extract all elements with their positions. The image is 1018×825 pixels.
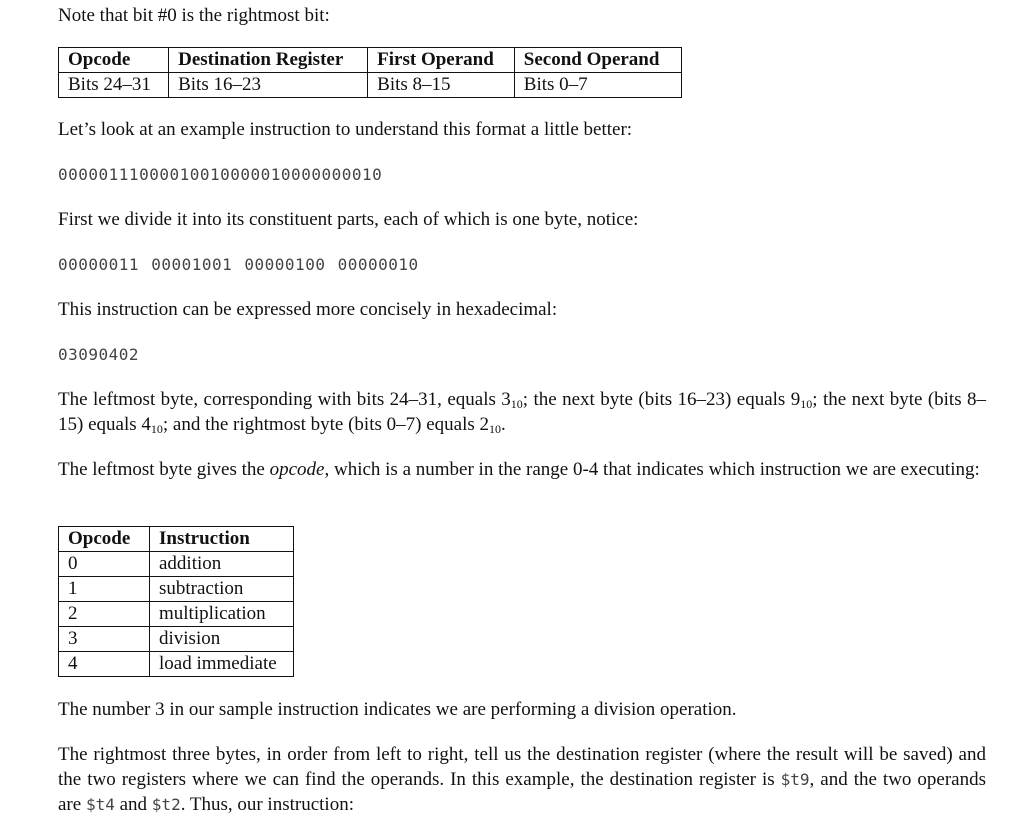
bytes-text-3: ; the next byte (bits 8–15) equals 4	[58, 389, 987, 436]
final-paragraph	[58, 742, 986, 817]
opcode-value: 3	[59, 627, 150, 652]
bits-opcode: Bits 24–31	[59, 73, 169, 98]
bytes-text-4: ; and the rightmost byte (bits 0–7) equals 2	[162, 414, 489, 436]
base-subscript: 10	[510, 397, 523, 411]
table-row	[59, 577, 294, 602]
register-t9: $t9	[780, 770, 810, 790]
opcode-value: 2	[59, 602, 150, 627]
final-text-4: . Thus, our instruction:	[180, 794, 354, 816]
opcode-term: opcode	[269, 459, 325, 480]
hex-intro: This instruction can be expressed more concisely in hexadecimal:	[58, 299, 558, 320]
opcode-value: 4	[59, 652, 150, 677]
example-intro: Let’s look at an example instruction to understand this format a little better:	[58, 119, 633, 140]
header-second-operand: Second Operand	[514, 48, 681, 73]
opcode-paragraph	[58, 457, 986, 482]
divide-text: First we divide it into its constituent parts, each of which is one byte, notice:	[58, 209, 639, 230]
table-row	[59, 552, 294, 577]
header-first-operand: First Operand	[368, 48, 515, 73]
opcode-text-2: , which is a number in the range 0-4 that indicates which instruction we are executing:	[324, 459, 980, 480]
base-subscript: 10	[489, 422, 501, 437]
bits-second-operand: Bits 0–7	[514, 73, 681, 98]
opcode-value: 0	[59, 552, 150, 577]
header-instruction: Instruction	[150, 527, 294, 552]
instruction-name: addition	[150, 552, 294, 577]
opcode-value: 1	[59, 577, 150, 602]
format-header-row	[59, 48, 682, 73]
binary-instruction: 00000111000010010000010000000010	[58, 165, 383, 184]
base-subscript: 10	[150, 422, 163, 437]
bits-destination: Bits 16–23	[169, 73, 368, 98]
header-opcode-number: Opcode	[59, 527, 150, 552]
opcode-table	[58, 526, 294, 677]
bytes-text-1: The leftmost byte, corresponding with bits 24–31, equals 3	[58, 389, 511, 410]
final-text-1: The rightmost three bytes, in order from left to right, tell us the destination register (where the result will be saved) and the two registers where we can find the operands. In this example, the destination register is	[58, 744, 986, 791]
instruction-name: subtraction	[150, 577, 294, 602]
division-note: The number 3 in our sample instruction indicates we are performing a division operation.	[58, 699, 737, 720]
instruction-name: load immediate	[150, 652, 294, 677]
opcode-text-1: The leftmost byte gives the	[58, 459, 270, 480]
format-bits-row	[59, 73, 682, 98]
bits-first-operand: Bits 8–15	[368, 73, 515, 98]
binary-bytes: 00000011 00001001 00000100 00000010	[58, 255, 419, 274]
bytes-text-2: ; the next byte (bits 16–23) equals 9	[522, 389, 801, 410]
header-opcode: Opcode	[59, 48, 169, 73]
final-text-3: and	[114, 794, 152, 816]
base-subscript: 10	[800, 397, 813, 411]
header-destination-register: Destination Register	[169, 48, 368, 73]
instruction-name: division	[150, 627, 294, 652]
bytes-paragraph	[58, 387, 986, 437]
table-row	[59, 652, 294, 677]
table-row	[59, 627, 294, 652]
intro-note: Note that bit #0 is the rightmost bit:	[58, 5, 330, 26]
register-t4: $t4	[85, 795, 115, 815]
opcode-header-row	[59, 527, 294, 552]
instruction-name: multiplication	[150, 602, 294, 627]
hex-instruction: 03090402	[58, 345, 140, 364]
register-t2: $t2	[151, 795, 181, 815]
bytes-text-5: .	[501, 414, 506, 436]
table-row	[59, 602, 294, 627]
instruction-format-table	[58, 47, 682, 98]
final-text-2: , and the two operands are	[58, 769, 986, 816]
